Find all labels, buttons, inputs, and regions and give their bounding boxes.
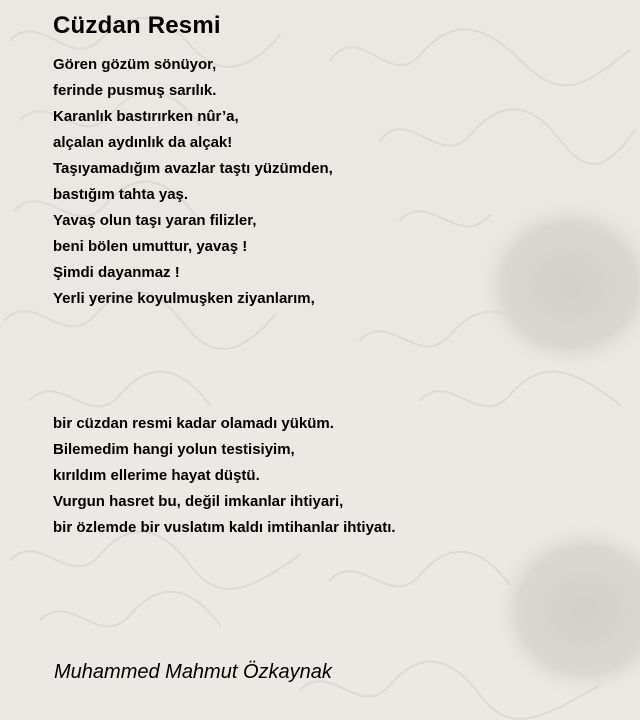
poem-line: Vurgun hasret bu, değil imkanlar ihtiyari, xyxy=(53,493,344,510)
poem-line: ferinde pusmuş sarılık. xyxy=(53,82,217,99)
poem-line: beni bölen umuttur, yavaş ! xyxy=(53,238,248,255)
poem-line: bir cüzdan resmi kadar olamadı yüküm. xyxy=(53,415,334,432)
poem-line: bastığım tahta yaş. xyxy=(53,186,189,203)
poem-line: alçalan aydınlık da alçak! xyxy=(53,134,233,151)
poem-line: Yavaş olun taşı yaran filizler, xyxy=(53,212,257,229)
poem-title: Cüzdan Resmi xyxy=(53,12,221,39)
poem-author: Muhammed Mahmut Özkaynak xyxy=(54,661,332,683)
poem-line: bir özlemde bir vuslatım kaldı imtihanlar ihtiyatı. xyxy=(53,519,396,536)
poem-line: Gören gözüm sönüyor, xyxy=(53,56,217,73)
poem-line: Taşıyamadığım avazlar taştı yüzümden, xyxy=(53,160,333,177)
poem-line: kırıldım ellerime hayat düştü. xyxy=(53,467,260,484)
poem-stanza-2 xyxy=(53,411,396,541)
poem-line: Yerli yerine koyulmuşken ziyanlarım, xyxy=(53,290,315,307)
poem-stanza-1 xyxy=(53,52,333,312)
poem-line: Bilemedim hangi yolun testisiyim, xyxy=(53,441,295,458)
poem-line: Karanlık bastırırken nûr’a, xyxy=(53,108,239,125)
poem-line: Şimdi dayanmaz ! xyxy=(53,264,180,281)
